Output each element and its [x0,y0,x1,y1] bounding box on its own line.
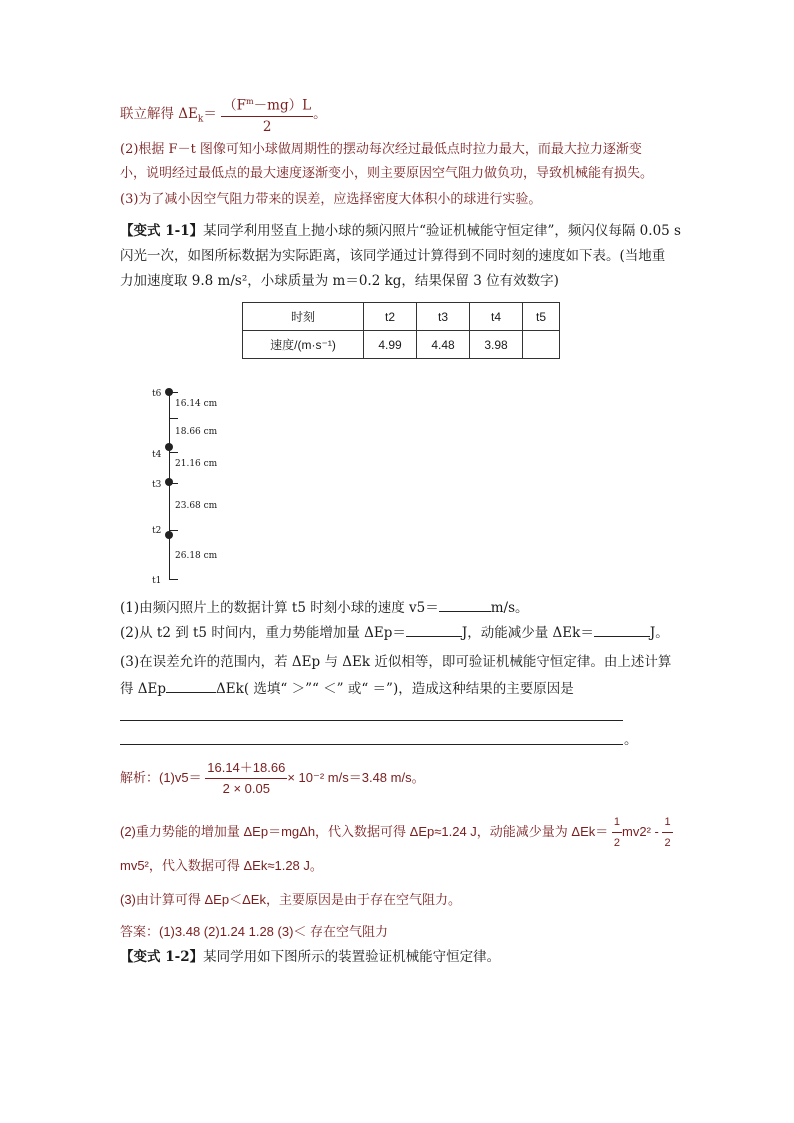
distance-2: 18.66 cm [175,427,218,437]
frac-half-den-b: 2 [664,837,671,849]
analysis-2-frac-b [662,812,672,853]
variant-1-1-text: 某同学利用竖直上抛小球的频闪照片“验证机械能守恒定律”，频闪仪每隔 0.05 s [203,223,681,239]
frac-den: 2 [262,118,272,135]
speed-table [242,302,560,359]
vertical-axis-line [169,392,170,580]
frac-half-num-b: 1 [662,812,672,833]
variant-1-2-text: 某同学用如下图所示的装置验证机械能守恒定律。 [203,949,501,965]
distance-5: 26.18 cm [175,551,218,561]
tick-3 [170,452,178,453]
tick-6 [170,579,178,580]
variant-1-1-line-1 [120,221,681,241]
answer-line: 答案：(1)3.48 (2)1.24 1.28 (3)＜ 存在空气阻力 [120,924,389,939]
table-header-t2: t2 [364,303,417,331]
strobe-figure [140,380,280,590]
analysis-frac-den: 2 × 0.05 [222,781,270,796]
tick-2 [170,418,178,419]
solution-1 [120,92,327,137]
tick-4 [170,483,178,484]
distance-1: 16.14 cm [175,399,218,409]
table-header-t3: t3 [417,303,470,331]
question-3-end: 。 [624,732,638,748]
question-3-line-1: (3)在误差允许的范围内，若 ΔEp 与 ΔEk 近似相等，即可验证机械能守恒定律。由上述计算 [120,654,672,670]
question-1-text: (1)由频闪照片上的数据计算 t5 时刻小球的速度 v5＝ [120,600,439,616]
solution-2-line-2: 小，说明经过最低点的最大速度逐渐变小，则主要原因空气阻力做负功，导致机械能有损失。 [120,166,654,181]
answer-blank-compare[interactable] [166,678,216,693]
variant-1-2 [120,947,500,967]
solution-1-sub: k [197,114,204,125]
analysis-2-line-2: mv5²，代入数据可得 ΔEk≈1.28 J。 [120,858,323,873]
answer-blank-ek[interactable] [594,622,650,637]
solution-1-prefix: 联立解得 ΔE [120,105,198,122]
table-cell-speed-t5 [523,331,560,359]
analysis-2-mid: mv2² - [622,823,663,839]
variant-1-2-tag: 【变式 1-2】 [120,949,204,965]
analysis-3: (3)由计算可得 ΔEp＜ΔEk，主要原因是由于存在空气阻力。 [120,892,461,907]
solution-1-end: 。 [313,105,327,122]
label-t6: t6 [152,389,162,399]
question-3-b: ΔEk( 选填“ ＞”“ ＜” 或“ ＝”)，造成这种结果的主要原因是 [216,681,574,697]
table-row-header [243,303,560,331]
analysis-1-suffix: × 10⁻² m/s＝3.48 m/s。 [287,769,425,785]
frac-num-a: （F [223,97,247,114]
question-3-a: 得 ΔEp [120,681,167,697]
analysis-2-a: (2)重力势能的增加量 ΔEp＝mgΔh，代入数据可得 ΔEp≈1.24 J，动能减少量为 ΔEk＝ [120,823,609,839]
answer-line-1[interactable] [120,720,623,721]
variant-1-1-line-2: 闪光一次，如图所标数据为实际距离，该同学通过计算得到不同时刻的速度如下表。(当地重 [120,248,666,264]
answer-blank-ep[interactable] [406,622,462,637]
question-2-a: (2)从 t2 到 t5 时间内，重力势能增加量 ΔEp＝ [120,625,406,641]
question-2-c: J。 [649,625,669,641]
analysis-frac-num: 16.14＋18.66 [205,758,287,779]
label-t3: t3 [152,480,162,490]
solution-1-eq: ＝ [203,105,217,122]
analysis-1-prefix: 解析：(1)v5＝ [120,769,202,785]
table-header-label: 时刻 [243,303,364,331]
analysis-1 [120,758,425,799]
variant-1-1-line-3: 力加速度取 9.8 m/s²，小球质量为 m＝0.2 kg，结果保留 3 位有效数字) [120,273,559,289]
analysis-1-fraction [205,758,287,799]
frac-num-sup: m [246,97,254,106]
answer-blank-v5[interactable] [439,597,491,612]
ball-t2 [165,531,173,539]
solution-3: (3)为了减小因空气阻力带来的误差，应选择密度大体积小的球进行实验。 [120,192,542,207]
frac-half-den-a: 2 [613,837,621,849]
table-header-t4: t4 [470,303,523,331]
ball-t4 [165,478,173,486]
variant-1-1-tag: 【变式 1-1】 [120,223,204,239]
table-row-speed [243,331,560,359]
analysis-2-line-1 [120,812,673,853]
frac-half-num-a: 1 [612,812,622,833]
answer-line-2[interactable] [120,744,623,745]
tick-5 [170,530,178,531]
label-t1: t1 [152,576,162,586]
distance-4: 23.68 cm [175,501,218,511]
table-cell-speed-t3: 4.48 [417,331,470,359]
tick-1 [170,392,178,393]
table-cell-speed-t4: 3.98 [470,331,523,359]
question-2-b: J，动能减少量 ΔEk＝ [461,625,594,641]
analysis-2-frac-a [612,812,622,853]
table-cell-speed-t2: 4.99 [364,331,417,359]
question-2 [120,622,669,643]
table-header-t5: t5 [523,303,560,331]
solution-2-line-1: (2)根据 F－t 图像可知小球做周期性的摆动每次经过最低点时拉力最大，而最大拉力逐渐变 [120,142,642,157]
question-1 [120,597,529,618]
question-1-unit: m/s。 [490,600,529,616]
ball-t5 [165,443,173,451]
label-t2: t2 [152,526,162,536]
distance-3: 21.16 cm [175,459,218,469]
label-t4-pos: t4 [152,450,162,460]
frac-num-b: －mg）L [253,97,312,114]
question-3-line-2 [120,678,574,699]
table-row-label: 速度/(m·s⁻¹) [243,331,364,359]
solution-1-fraction [221,92,313,137]
